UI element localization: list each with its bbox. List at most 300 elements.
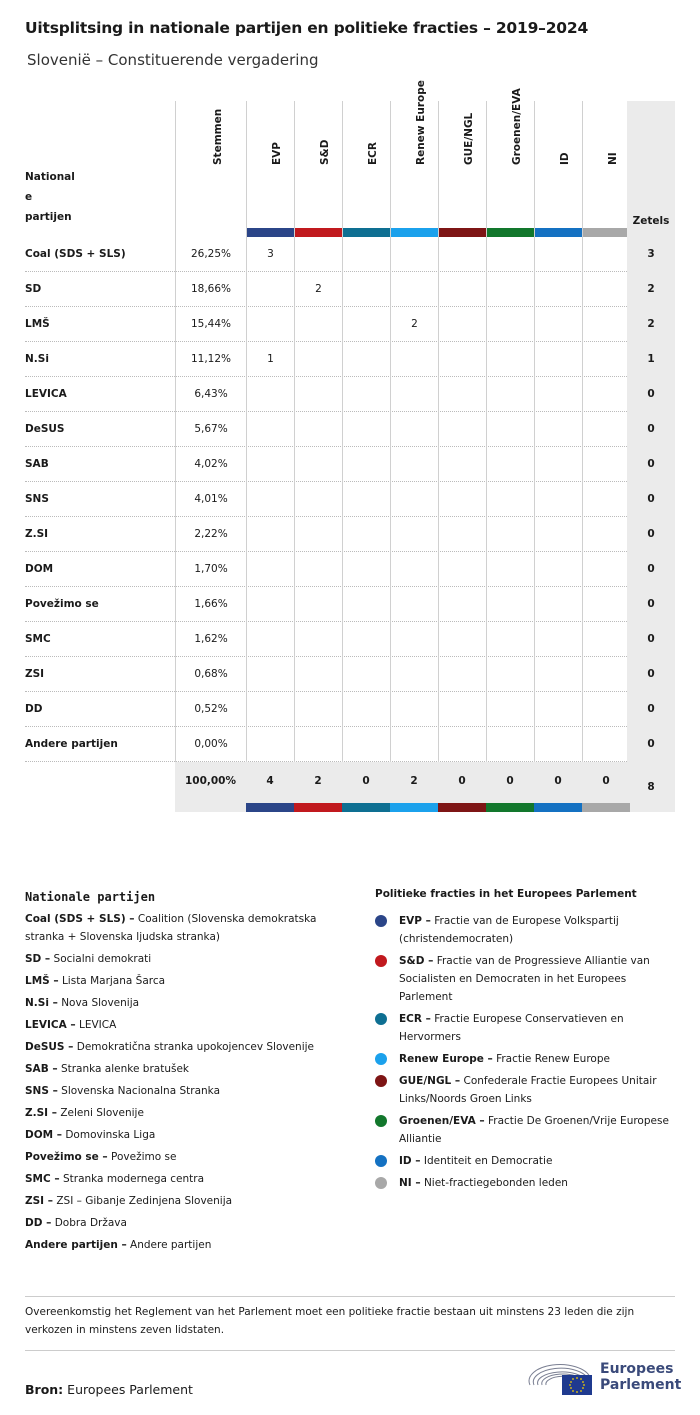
group-color-dot-icon (375, 1155, 387, 1167)
group-seats-cell (342, 727, 390, 762)
source-label: Bron: (25, 1382, 64, 1397)
party-name-cell: SNS (25, 493, 49, 505)
political-groups-legend (375, 886, 675, 1196)
group-seats-cell (582, 517, 630, 552)
group-legend-item (375, 1152, 675, 1170)
group-seats-cell (438, 727, 486, 762)
group-seats-cell (486, 412, 534, 447)
party-name-cell: Coal (SDS + SLS) (25, 248, 126, 260)
party-full-name: LEVICA (78, 1019, 117, 1031)
group-abbreviation: ECR – (399, 1013, 431, 1025)
group-seats-cell (246, 517, 294, 552)
group-color-bar (246, 803, 294, 812)
party-name-cell: DOM (25, 563, 54, 575)
group-seats-cell (246, 447, 294, 482)
group-seats-cell (342, 307, 390, 342)
group-seats-cell (438, 307, 486, 342)
group-legend-item (375, 912, 675, 948)
group-seats-cell (534, 587, 582, 622)
divider (25, 1350, 675, 1351)
group-column-header (246, 101, 295, 237)
group-seats-cell (486, 377, 534, 412)
group-color-bar (391, 228, 439, 237)
group-seats-cell (486, 622, 534, 657)
group-color-bar (295, 228, 343, 237)
total-seats-cell: 2 (627, 307, 675, 342)
divider (25, 1296, 675, 1297)
group-seats-cell (534, 447, 582, 482)
group-seats-cell (294, 657, 342, 692)
group-seats-cell (486, 692, 534, 727)
group-seats-cell (534, 622, 582, 657)
group-total-cell: 0 (362, 775, 370, 787)
group-header-label: EVP (271, 142, 283, 165)
group-seats-cell (486, 517, 534, 552)
group-seats-cell (534, 552, 582, 587)
group-color-dot-icon (375, 955, 387, 967)
group-full-name: Confederale Fractie Europees Unitair Links/Noords Groen Links (399, 1075, 657, 1105)
group-seats-cell (390, 622, 438, 657)
party-name-cell: LMŠ (25, 318, 50, 330)
group-column-header (390, 80, 439, 237)
logo-wordmark (600, 1361, 681, 1393)
vote-share-cell: 11,12% (175, 342, 246, 377)
party-abbreviation: LEVICA – (25, 1019, 76, 1031)
group-seats-cell (294, 237, 342, 272)
group-total-cell: 4 (266, 775, 274, 787)
group-column-header (342, 101, 391, 237)
national-legend-item (25, 1038, 355, 1056)
group-abbreviation: GUE/NGL – (399, 1075, 461, 1087)
group-color-dot-icon (375, 915, 387, 927)
group-seats-cell (534, 272, 582, 307)
party-abbreviation: SAB – (25, 1063, 58, 1075)
group-seats-cell (486, 657, 534, 692)
group-seats-cell (390, 272, 438, 307)
total-seats-cell: 0 (627, 727, 675, 762)
national-legend-item (25, 1060, 355, 1078)
group-abbreviation: ID – (399, 1155, 421, 1167)
party-name-cell: DD (25, 703, 43, 715)
vote-share-cell: 1,70% (175, 552, 246, 587)
group-seats-cell (534, 307, 582, 342)
group-seats-cell (390, 517, 438, 552)
group-seats-cell (534, 727, 582, 762)
party-full-name: ZSI – Gibanje Zedinjena Slovenija (56, 1195, 233, 1207)
national-legend-item (25, 1104, 355, 1122)
national-legend-item (25, 1082, 355, 1100)
group-seats-cell (294, 342, 342, 377)
national-legend-heading: Nationale partijen (25, 890, 156, 904)
group-column-header (582, 101, 631, 237)
national-legend-item (25, 1214, 355, 1232)
table-row (25, 517, 675, 552)
party-header-line: National (25, 171, 75, 183)
group-seats-cell (534, 482, 582, 517)
national-legend-item (25, 910, 355, 946)
group-seats-cell (342, 342, 390, 377)
group-seats-cell (438, 517, 486, 552)
group-seats-cell (342, 657, 390, 692)
group-seats-cell (582, 552, 630, 587)
party-abbreviation: Povežimo se – (25, 1151, 108, 1163)
group-seats-cell (486, 342, 534, 377)
party-full-name: Stranka modernega centra (62, 1173, 205, 1185)
group-seats-cell: 2 (390, 307, 438, 342)
group-seats-cell (438, 587, 486, 622)
group-seats-cell (246, 412, 294, 447)
group-color-bar (343, 228, 391, 237)
group-full-name: Fractie De Groenen/Vrije Europese Alliantie (399, 1115, 669, 1145)
vote-share-cell: 6,43% (175, 377, 246, 412)
group-seats-cell (582, 307, 630, 342)
total-seats-cell: 0 (627, 377, 675, 412)
vote-share-cell: 1,66% (175, 587, 246, 622)
group-seats-cell (534, 377, 582, 412)
party-full-name: Nova Slovenija (61, 997, 140, 1009)
group-color-bar (342, 803, 390, 812)
group-seats-cell (486, 587, 534, 622)
party-full-name: Slovenska Nacionalna Stranka (61, 1085, 220, 1097)
group-seats-cell (534, 692, 582, 727)
party-abbreviation: Z.SI – (25, 1107, 57, 1119)
national-legend-item (25, 972, 355, 990)
party-name-cell: Povežimo se (25, 598, 99, 610)
group-color-dot-icon (375, 1075, 387, 1087)
group-seats-cell (390, 342, 438, 377)
group-seats-cell (246, 727, 294, 762)
group-color-bar (534, 803, 582, 812)
group-seats-cell (582, 587, 630, 622)
source-line (25, 1382, 193, 1397)
group-header-label: GUE/NGL (463, 112, 475, 165)
total-seats-cell: 0 (627, 412, 675, 447)
party-full-name: Zeleni Slovenije (60, 1107, 144, 1119)
party-abbreviation: Coal (SDS + SLS) – (25, 913, 135, 925)
group-abbreviation: NI – (399, 1177, 421, 1189)
group-seats-cell (294, 377, 342, 412)
totals-row (175, 762, 675, 812)
party-abbreviation: DOM – (25, 1129, 62, 1141)
group-seats-cell (534, 237, 582, 272)
party-name-cell: LEVICA (25, 388, 67, 400)
party-name-cell: N.Si (25, 353, 49, 365)
european-parliament-logo (528, 1357, 682, 1399)
group-seats-cell (294, 587, 342, 622)
group-seats-cell (582, 727, 630, 762)
total-seats-cell: 0 (627, 657, 675, 692)
table-row (25, 377, 675, 412)
party-abbreviation: SMC – (25, 1173, 60, 1185)
party-name-cell: Z.SI (25, 528, 49, 540)
group-seats-cell (342, 412, 390, 447)
group-seats-cell: 2 (294, 272, 342, 307)
group-seats-cell (486, 447, 534, 482)
vote-share-cell: 4,02% (175, 447, 246, 482)
party-abbreviation: SD – (25, 953, 51, 965)
group-seats-cell (246, 622, 294, 657)
total-seats-cell: 0 (627, 482, 675, 517)
vote-share-cell: 2,22% (175, 517, 246, 552)
total-seats-cell: 1 (627, 342, 675, 377)
group-seats-cell (438, 237, 486, 272)
group-seats-cell (390, 657, 438, 692)
seats-header-label: Zetels (632, 215, 670, 227)
group-seats-cell: 1 (246, 342, 294, 377)
vote-share-cell: 1,62% (175, 622, 246, 657)
vote-share-cell: 0,52% (175, 692, 246, 727)
group-seats-cell (342, 447, 390, 482)
group-seats-cell (534, 342, 582, 377)
group-seats-cell (582, 412, 630, 447)
page-title: Uitsplitsing in nationale partijen en politieke fracties – 2019–2024 (25, 19, 589, 37)
group-full-name: Fractie van de Progressieve Alliantie van Socialisten en Democraten in het Europees Parlement (399, 955, 650, 1003)
group-seats-cell (342, 272, 390, 307)
group-seats-cell (294, 307, 342, 342)
group-seats-cell (582, 237, 630, 272)
group-seats-cell (390, 482, 438, 517)
table-row (25, 622, 675, 657)
table-row (25, 587, 675, 622)
group-seats-cell (246, 657, 294, 692)
group-full-name: Identiteit en Democratie (423, 1155, 553, 1167)
group-legend-item (375, 1010, 675, 1046)
national-legend-item (25, 994, 355, 1012)
group-column-header (486, 88, 535, 237)
party-abbreviation: Andere partijen – (25, 1239, 127, 1251)
group-seats-cell (582, 622, 630, 657)
group-seats-cell (390, 727, 438, 762)
vote-share-cell: 5,67% (175, 412, 246, 447)
party-full-name: Domovinska Liga (65, 1129, 156, 1141)
party-full-name: Andere partijen (130, 1239, 212, 1251)
group-seats-cell (486, 237, 534, 272)
party-abbreviation: SNS – (25, 1085, 58, 1097)
table-row (25, 692, 675, 727)
group-color-bar (582, 803, 630, 812)
party-abbreviation: DeSUS – (25, 1041, 74, 1053)
group-seats-cell (390, 377, 438, 412)
group-seats-cell (246, 552, 294, 587)
group-total-cell: 2 (410, 775, 418, 787)
group-abbreviation: Renew Europe – (399, 1053, 493, 1065)
total-seats-cell: 0 (627, 447, 675, 482)
group-color-bar (487, 228, 535, 237)
group-abbreviation: Groenen/EVA – (399, 1115, 485, 1127)
group-seats-cell (294, 412, 342, 447)
group-color-bar (439, 228, 487, 237)
group-seats-cell (342, 692, 390, 727)
group-seats-cell (438, 447, 486, 482)
group-seats-cell (294, 727, 342, 762)
grand-total-seats: 8 (647, 781, 655, 793)
party-name-cell: SD (25, 283, 42, 295)
group-seats-cell (582, 342, 630, 377)
total-seats-cell: 2 (627, 272, 675, 307)
group-color-dot-icon (375, 1013, 387, 1025)
table-row (25, 342, 675, 377)
group-seats-cell (486, 727, 534, 762)
party-abbreviation: LMŠ – (25, 975, 59, 987)
vote-share-cell: 0,00% (175, 727, 246, 762)
group-seats-cell (294, 692, 342, 727)
group-legend-heading: Politieke fracties in het Europees Parlement (375, 888, 637, 900)
vote-share-cell: 26,25% (175, 237, 246, 272)
party-abbreviation: ZSI – (25, 1195, 53, 1207)
party-full-name: Povežimo se (111, 1151, 177, 1163)
table-row (25, 447, 675, 482)
national-legend-item (25, 1170, 355, 1188)
group-full-name: Niet-fractiegebonden leden (423, 1177, 568, 1189)
group-color-bar (294, 803, 342, 812)
vote-share-cell: 0,68% (175, 657, 246, 692)
group-seats-cell (342, 237, 390, 272)
table-row (25, 727, 675, 762)
group-full-name: Fractie van de Europese Volkspartij (christendemocraten) (399, 915, 619, 945)
party-header-line: partijen (25, 211, 72, 223)
group-seats-cell (390, 412, 438, 447)
national-legend-item (25, 1236, 355, 1254)
group-abbreviation: EVP – (399, 915, 431, 927)
group-seats-cell (294, 482, 342, 517)
party-name-cell: Andere partijen (25, 738, 118, 750)
table-row (25, 657, 675, 692)
vote-share-cell: 4,01% (175, 482, 246, 517)
logo-line: Parlement (600, 1377, 682, 1393)
group-seats-cell (438, 377, 486, 412)
total-seats-cell: 0 (627, 622, 675, 657)
group-seats-cell (582, 272, 630, 307)
votes-column-header (175, 101, 247, 237)
national-legend-item (25, 950, 355, 968)
total-seats-cell: 0 (627, 552, 675, 587)
group-seats-cell (534, 412, 582, 447)
national-parties-legend (25, 886, 355, 1258)
group-seats-cell (582, 447, 630, 482)
group-seats-cell (582, 692, 630, 727)
group-seats-cell (438, 482, 486, 517)
table-row (25, 272, 675, 307)
total-seats-cell: 0 (627, 587, 675, 622)
group-seats-cell (342, 622, 390, 657)
group-color-dot-icon (375, 1053, 387, 1065)
group-seats-cell (246, 482, 294, 517)
vote-share-cell: 15,44% (175, 307, 246, 342)
table-row (25, 237, 675, 272)
group-total-cell: 0 (458, 775, 466, 787)
group-seats-cell (390, 447, 438, 482)
party-abbreviation: DD – (25, 1217, 52, 1229)
group-total-cell: 0 (506, 775, 514, 787)
group-color-bar (390, 803, 438, 812)
group-legend-item (375, 1112, 675, 1148)
group-full-name: Fractie Renew Europe (496, 1053, 610, 1065)
group-total-cell: 2 (314, 775, 322, 787)
group-seats-cell (294, 552, 342, 587)
group-seats-cell (294, 447, 342, 482)
group-seats-cell (390, 587, 438, 622)
party-abbreviation: N.Si – (25, 997, 58, 1009)
group-seats-cell (246, 307, 294, 342)
group-header-label: S&D (319, 139, 331, 165)
group-seats-cell (438, 657, 486, 692)
party-full-name: Lista Marjana Šarca (61, 975, 166, 987)
group-seats-cell (390, 692, 438, 727)
footnote: Overeenkomstig het Reglement van het Parlement moet een politieke fractie bestaan uit minstens 23 leden die zijn verkozen in minstens zeven lidstaten. (25, 1306, 635, 1336)
group-seats-cell (438, 622, 486, 657)
party-name-cell: DeSUS (25, 423, 65, 435)
group-seats-cell (294, 517, 342, 552)
group-seats-cell (438, 692, 486, 727)
table-header (25, 80, 675, 237)
group-header-label: NI (607, 152, 619, 165)
group-seats-cell (486, 552, 534, 587)
total-seats-cell: 3 (627, 237, 675, 272)
group-header-label: ID (559, 152, 571, 165)
group-color-bar (535, 228, 583, 237)
logo-line: Europees (600, 1361, 674, 1377)
party-column-header (25, 167, 75, 227)
group-full-name: Fractie Europese Conservatieven en Hervormers (399, 1013, 624, 1043)
group-seats-cell (582, 377, 630, 412)
group-color-bar (438, 803, 486, 812)
national-legend-item (25, 1016, 355, 1034)
parliament-emblem-icon (528, 1357, 594, 1397)
total-seats-cell: 0 (627, 517, 675, 552)
seats-column-header (627, 101, 675, 237)
group-seats-cell (246, 587, 294, 622)
group-total-cell: 0 (554, 775, 562, 787)
group-total-cell: 0 (602, 775, 610, 787)
group-abbreviation: S&D – (399, 955, 434, 967)
group-seats-cell (390, 237, 438, 272)
group-header-label: ECR (367, 142, 379, 165)
table-body (25, 237, 675, 762)
group-seats-cell (342, 377, 390, 412)
table-row (25, 482, 675, 517)
national-legend-item (25, 1126, 355, 1144)
table-row (25, 412, 675, 447)
group-legend-item (375, 1072, 675, 1108)
group-seats-cell (390, 552, 438, 587)
party-name-cell: SAB (25, 458, 49, 470)
group-color-bar (583, 228, 631, 237)
group-seats-cell (438, 412, 486, 447)
group-seats-cell (342, 482, 390, 517)
group-seats-cell (582, 657, 630, 692)
group-seats-cell (438, 342, 486, 377)
group-color-dot-icon (375, 1115, 387, 1127)
group-legend-item (375, 1174, 675, 1192)
group-header-label: Renew Europe (415, 80, 427, 165)
group-seats-cell (534, 517, 582, 552)
party-name-cell: SMC (25, 633, 51, 645)
group-seats-cell (486, 272, 534, 307)
total-seats-cell: 0 (627, 692, 675, 727)
group-seats-cell (294, 622, 342, 657)
group-seats-cell (486, 307, 534, 342)
group-color-dot-icon (375, 1177, 387, 1189)
party-full-name: Socialni demokrati (53, 953, 152, 965)
group-column-header (534, 101, 583, 237)
group-color-bar (486, 803, 534, 812)
source-value: Europees Parlement (67, 1382, 193, 1397)
party-full-name: Coalition (Slovenska demokratska stranka + Slovenska ljudska stranka) (25, 913, 317, 943)
group-seats-cell (582, 482, 630, 517)
group-seats-cell (342, 517, 390, 552)
group-column-header (294, 101, 343, 237)
group-seats-cell (342, 552, 390, 587)
